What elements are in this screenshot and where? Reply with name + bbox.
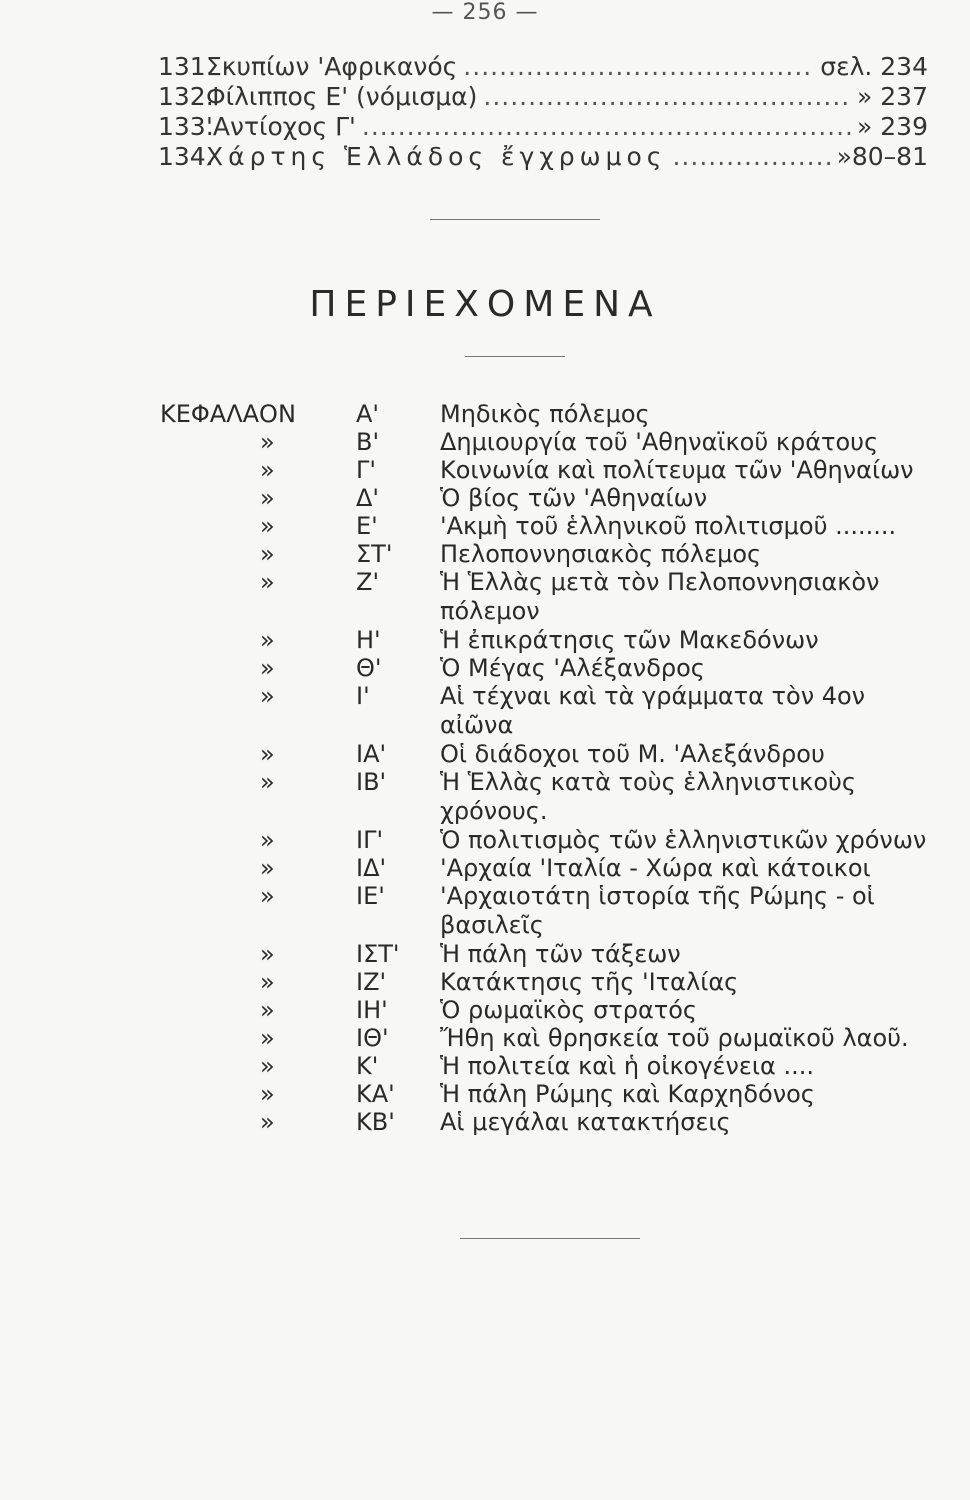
toc-row	[160, 968, 960, 996]
chapter-label: »	[260, 568, 275, 596]
toc-row	[160, 654, 960, 682]
chapter-number: ΙΖ'	[356, 968, 387, 996]
toc-row	[160, 626, 960, 654]
toc-row	[160, 540, 960, 568]
plate-page: » 239	[857, 112, 928, 141]
plate-title: 'Αντίοχος Γ'	[206, 112, 356, 141]
chapter-label: »	[260, 1080, 275, 1108]
chapter-number: Ε'	[356, 512, 378, 540]
toc-row	[160, 882, 960, 940]
chapter-title: Μηδικὸς πόλεμος	[440, 400, 650, 428]
chapter-number: Ι'	[356, 682, 370, 710]
chapter-title: Πελοποννησιακὸς πόλεμος	[440, 540, 762, 568]
plates-list	[158, 52, 928, 172]
chapter-number: ΙΘ'	[356, 1024, 389, 1052]
chapter-title: Κοινωνία καὶ πολίτευμα τῶν 'Αθηναίων	[440, 456, 914, 484]
plate-row	[158, 82, 928, 112]
chapter-title: Ὁ βίος τῶν 'Αθηναίων	[440, 484, 708, 512]
chapter-title: Ὁ πολιτισμὸς τῶν ἑλληνιστικῶν χρόνων	[440, 826, 927, 854]
chapter-label: »	[260, 682, 275, 710]
plate-number: 131.	[158, 52, 214, 81]
chapter-title: Αἱ τέχναι καὶ τὰ γράμματα τὸν 4ον αἰῶνα	[440, 682, 866, 739]
plate-number: 133.	[158, 112, 214, 141]
chapter-number: ΣΤ'	[356, 540, 393, 568]
chapter-label: »	[260, 940, 275, 968]
chapter-label: »	[260, 512, 275, 540]
chapter-number: Β'	[356, 428, 380, 456]
chapter-label: »	[260, 626, 275, 654]
chapter-number: Α'	[356, 400, 380, 428]
chapter-title: Κατάκτησις τῆς 'Ιταλίας	[440, 968, 739, 996]
chapter-title: Ἤθη καὶ θρησκεία τοῦ ρωμαϊκοῦ λαοῦ.	[440, 1024, 909, 1052]
chapter-number: ΚΒ'	[356, 1108, 395, 1136]
plate-row	[158, 112, 928, 142]
toc-row	[160, 400, 960, 428]
chapter-number: Κ'	[356, 1052, 379, 1080]
chapter-label: »	[260, 996, 275, 1024]
leader-dots	[483, 82, 851, 111]
chapter-title: Ἡ πολιτεία καὶ ἡ οἰκογένεια ....	[440, 1052, 814, 1080]
chapter-number: ΙΣΤ'	[356, 940, 400, 968]
chapter-number: ΚΑ'	[356, 1080, 395, 1108]
toc-row	[160, 568, 960, 626]
divider-rule	[430, 219, 600, 220]
chapter-title: 'Αρχαιοτάτη ἱστορία τῆς Ρώμης - οἱ βασιλεῖς	[440, 882, 875, 939]
chapter-label: »	[260, 882, 275, 910]
plate-number: 132.	[158, 82, 214, 111]
toc-row	[160, 456, 960, 484]
chapter-title: Ἡ Ἑλλὰς κατὰ τοὺς ἑλληνιστικοὺς χρόνους.	[440, 768, 856, 825]
chapter-title: Ἡ Ἑλλὰς μετὰ τὸν Πελοποννησιακὸν πόλεμον	[440, 568, 880, 625]
chapter-label: »	[260, 768, 275, 796]
chapter-title: Αἱ μεγάλαι κατακτήσεις	[440, 1108, 731, 1136]
plate-page: σελ. 234	[820, 52, 928, 81]
toc-row	[160, 1080, 960, 1108]
plate-page: »80–81	[836, 142, 928, 171]
chapter-number: Ζ'	[356, 568, 380, 596]
plate-row	[158, 52, 928, 82]
chapter-label: »	[260, 826, 275, 854]
chapter-label: »	[260, 456, 275, 484]
chapter-number: Θ'	[356, 654, 382, 682]
chapter-label: »	[260, 740, 275, 768]
table-of-contents	[160, 400, 960, 1136]
toc-row	[160, 484, 960, 512]
leader-dots	[463, 52, 814, 81]
toc-row	[160, 996, 960, 1024]
chapter-number: Η'	[356, 626, 381, 654]
plate-page: » 237	[857, 82, 928, 111]
chapter-label: »	[260, 1052, 275, 1080]
toc-row	[160, 682, 960, 740]
plate-title: Φίλιππος Ε' (νόμισμα)	[206, 82, 478, 111]
chapter-label: »	[260, 1108, 275, 1136]
chapter-label: »	[260, 1024, 275, 1052]
divider-rule	[460, 1238, 640, 1239]
toc-row	[160, 768, 960, 826]
chapter-title: Οἱ διάδοχοι τοῦ Μ. 'Αλεξάνδρου	[440, 740, 825, 768]
chapter-number: ΙΔ'	[356, 854, 387, 882]
toc-row	[160, 940, 960, 968]
chapter-title: 'Αρχαία 'Ιταλία - Χώρα καὶ κάτοικοι	[440, 854, 871, 882]
toc-row	[160, 1108, 960, 1136]
chapter-number: ΙΒ'	[356, 768, 387, 796]
leader-dots	[362, 112, 851, 141]
chapter-title: Ἡ πάλη τῶν τάξεων	[440, 940, 681, 968]
plate-number: 134.	[158, 142, 214, 171]
chapter-title: Δημιουργία τοῦ 'Αθηναϊκοῦ κράτους	[440, 428, 879, 456]
chapter-label: »	[260, 654, 275, 682]
chapter-title: Ἡ πάλη Ρώμης καὶ Καρχηδόνος	[440, 1080, 815, 1108]
leader-dots	[672, 142, 830, 171]
toc-row	[160, 1052, 960, 1080]
toc-row	[160, 428, 960, 456]
toc-row	[160, 512, 960, 540]
chapter-title: Ὁ ρωμαϊκὸς στρατός	[440, 996, 698, 1024]
plate-row	[158, 142, 928, 172]
chapter-title: Ἡ ἐπικράτησις τῶν Μακεδόνων	[440, 626, 819, 654]
toc-row	[160, 854, 960, 882]
chapter-label: »	[260, 968, 275, 996]
chapter-label: »	[260, 484, 275, 512]
chapter-title: 'Ακμὴ τοῦ ἑλληνικοῦ πολιτισμοῦ ........	[440, 512, 897, 540]
toc-row	[160, 826, 960, 854]
page-number: — 256 —	[431, 0, 539, 25]
toc-row	[160, 1024, 960, 1052]
chapter-number: Δ'	[356, 484, 380, 512]
chapter-number: ΙΕ'	[356, 882, 385, 910]
chapter-title: Ὁ Μέγας 'Αλέξανδρος	[440, 654, 705, 682]
plate-title: Σκυπίων 'Αφρικανός	[206, 52, 458, 81]
chapter-number: ΙΗ'	[356, 996, 388, 1024]
divider-rule	[465, 356, 565, 357]
toc-row	[160, 740, 960, 768]
chapter-number: ΙΑ'	[356, 740, 387, 768]
chapter-label: »	[260, 540, 275, 568]
page-title: ΠΕΡΙΕΧΟΜΕΝΑ	[309, 284, 661, 325]
plate-title: Χάρτης Ἑλλάδος ἔγχρωμος	[206, 142, 667, 171]
chapter-number: ΙΓ'	[356, 826, 384, 854]
chapter-label: ΚΕΦΑΛΑΟΝ	[160, 400, 296, 428]
chapter-number: Γ'	[356, 456, 376, 484]
chapter-label: »	[260, 854, 275, 882]
chapter-label: »	[260, 428, 275, 456]
